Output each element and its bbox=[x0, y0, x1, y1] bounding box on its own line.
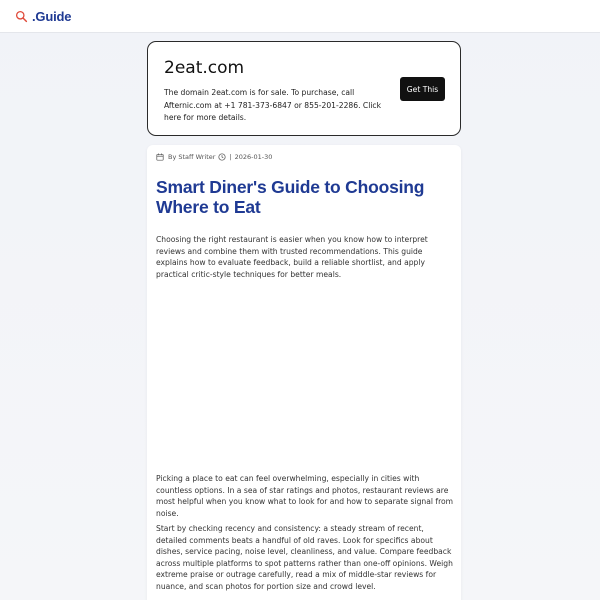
article-meta bbox=[156, 153, 272, 161]
blank-ad-area bbox=[156, 295, 454, 460]
article-title: Smart Diner's Guide to Choosing Where to Eat bbox=[156, 177, 425, 217]
site-name: .Guide bbox=[32, 8, 72, 24]
article-card bbox=[147, 145, 461, 600]
article-paragraph: Picking a place to eat can feel overwhelming, especially in cities with countless options. In a sea of star ratings and photos, restaurant reviews are most helpful when you know what to look for and how to separate signal from noise. bbox=[156, 474, 454, 518]
meta-separator: | bbox=[229, 153, 232, 161]
article-intro: Choosing the right restaurant is easier when you know how to interpret reviews and combine them with trusted recommendations. This guide explains how to evaluate feedback, build a reliable shortlist, and apply practical critic-style techniques for better meals. bbox=[156, 235, 428, 279]
article-author: By Staff Writer bbox=[168, 153, 216, 161]
domain-sale-banner bbox=[147, 41, 461, 136]
article-paragraph: Start by checking recency and consistency: a steady stream of recent, detailed comments beats a handful of old raves. Look for specifics about dishes, service pacing, noise level, cleanliness, and value. Compare feedback across multiple platforms to spot patterns rather than one-off opinions. Weigh extreme praise or outrage carefully, read a mix of middle-star reviews for nuance, and scan photos for portion size and crowd level. bbox=[156, 524, 453, 591]
site-logo[interactable] bbox=[15, 9, 71, 24]
domain-sale-description[interactable]: The domain 2eat.com is for sale. To purchase, call Afternic.com at +1 781-373-6847 or 855-201-2286. Click here for more details. bbox=[164, 88, 382, 122]
article-date: 2026-01-30 bbox=[234, 153, 273, 161]
get-this-button[interactable]: Get This bbox=[400, 77, 445, 101]
top-navigation-bar bbox=[0, 0, 600, 33]
search-icon bbox=[15, 10, 28, 23]
domain-title: 2eat.com bbox=[164, 58, 245, 78]
clock-icon bbox=[215, 153, 226, 161]
calendar-icon bbox=[156, 153, 168, 161]
